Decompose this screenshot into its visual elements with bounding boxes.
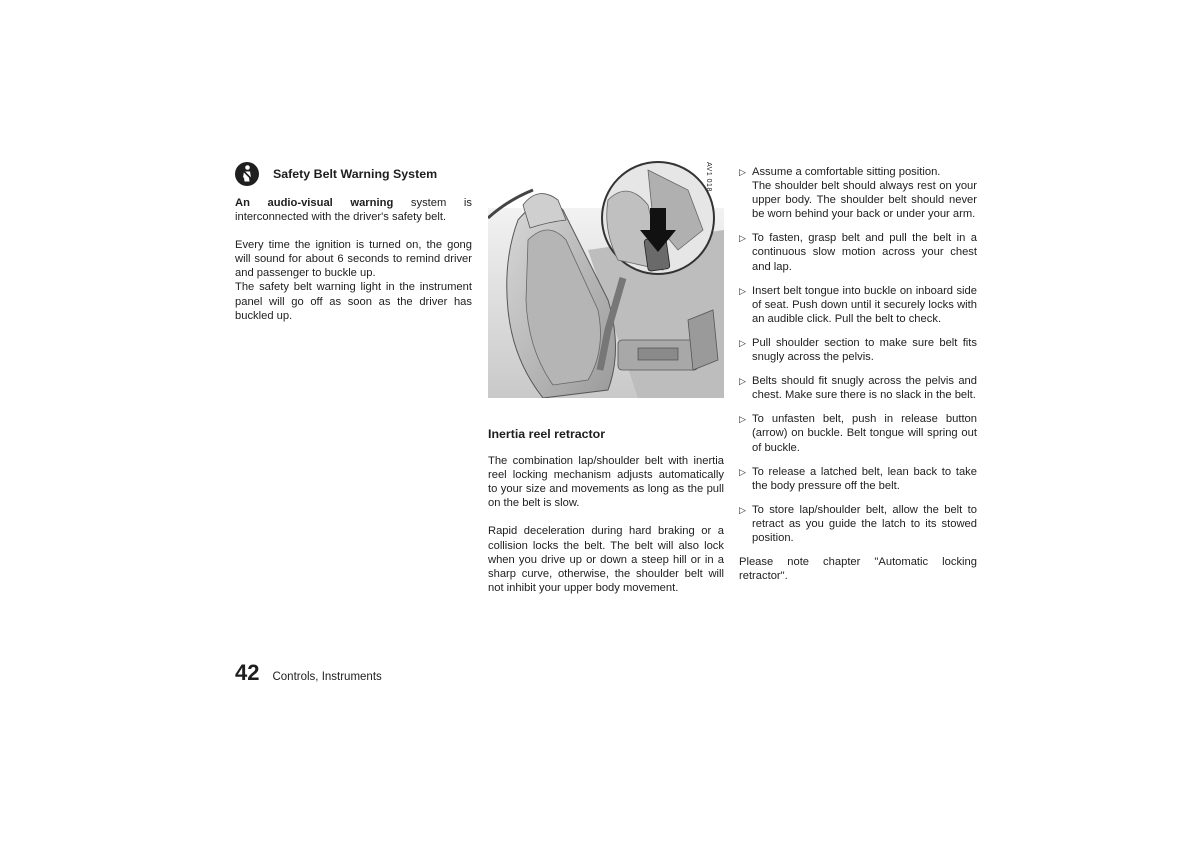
page-footer bbox=[235, 660, 382, 686]
bullet-marker-icon: ▷ bbox=[739, 233, 746, 244]
list-item bbox=[739, 336, 977, 364]
paragraph: Rapid deceleration during hard braking or a collision locks the belt. The belt will also lock when you drive up or down a steep hill or in a sharp curve, otherwise, the shoulder belt will not inhibit your upper body movement. bbox=[488, 525, 724, 594]
bullet-marker-icon: ▷ bbox=[739, 376, 746, 387]
bullet-marker-icon: ▷ bbox=[739, 466, 746, 477]
figure-code: AV1 018 bbox=[705, 162, 712, 192]
bullet-text: To store lap/shoulder belt, allow the belt to retract as you guide the latch to its stowed position. bbox=[752, 503, 977, 544]
middle-column bbox=[488, 427, 724, 595]
list-item bbox=[739, 165, 977, 221]
list-item bbox=[739, 284, 977, 326]
bullet-text: Insert belt tongue into buckle on inboard side of seat. Push down until it securely locks with an audible click. Pull the belt to check. bbox=[752, 284, 977, 325]
page-number: 42 bbox=[235, 660, 260, 685]
intro-bold: An audio-visual warning bbox=[235, 197, 394, 209]
paragraph: The safety belt warning light in the instrument panel will go off as soon as the driver has buckled up. bbox=[235, 281, 472, 322]
bullet-marker-icon: ▷ bbox=[739, 414, 746, 425]
section-header bbox=[235, 162, 472, 186]
bullet-marker-icon: ▷ bbox=[739, 504, 746, 515]
seatbelt-illustration bbox=[488, 160, 724, 398]
right-column bbox=[739, 165, 977, 583]
bullet-marker-icon: ▷ bbox=[739, 337, 746, 348]
note-paragraph: Please note chapter "Automatic locking retractor". bbox=[739, 556, 977, 583]
intro-paragraph bbox=[235, 196, 472, 224]
list-item bbox=[739, 465, 977, 493]
seatbelt-warning-icon bbox=[235, 162, 259, 186]
bullet-text: Assume a comfortable sitting position. bbox=[752, 166, 941, 178]
bullet-text: Belts should fit snugly across the pelvis and chest. Make sure there is no slack in the belt. bbox=[752, 375, 977, 402]
intro-rest: system is interconnected with the driver's safety belt. bbox=[235, 197, 472, 224]
bullet-text: Pull shoulder section to make sure belt fits snugly across the pelvis. bbox=[752, 336, 977, 364]
bullet-marker-icon: ▷ bbox=[739, 285, 746, 296]
bullet-text: To unfasten belt, push in release button (arrow) on buckle. Belt tongue will spring out of buckle. bbox=[752, 413, 977, 454]
left-column bbox=[235, 162, 472, 323]
section-title: Inertia reel retractor bbox=[488, 427, 606, 441]
list-item bbox=[739, 412, 977, 454]
paragraph: The combination lap/shoulder belt with inertia reel locking mechanism adjusts automatically to your size and movements as long as the pull on the belt is slow. bbox=[488, 455, 724, 510]
bullet-text: The shoulder belt should always rest on your upper body. The shoulder belt should never be worn behind your back or under your arm. bbox=[752, 180, 977, 221]
section-name: Controls, Instruments bbox=[272, 671, 382, 683]
paragraph: Every time the ignition is turned on, the gong will sound for about 6 seconds to remind driver and passenger to buckle up. bbox=[235, 239, 472, 280]
section-title: Safety Belt Warning System bbox=[273, 166, 438, 181]
list-item bbox=[739, 503, 977, 545]
bullet-text: To fasten, grasp belt and pull the belt in a continuous slow motion across your chest and lap. bbox=[752, 232, 977, 273]
list-item bbox=[739, 231, 977, 273]
bullet-marker-icon: ▷ bbox=[739, 167, 746, 177]
bullet-text: To release a latched belt, lean back to take the body pressure off the belt. bbox=[752, 465, 977, 492]
list-item bbox=[739, 374, 977, 402]
